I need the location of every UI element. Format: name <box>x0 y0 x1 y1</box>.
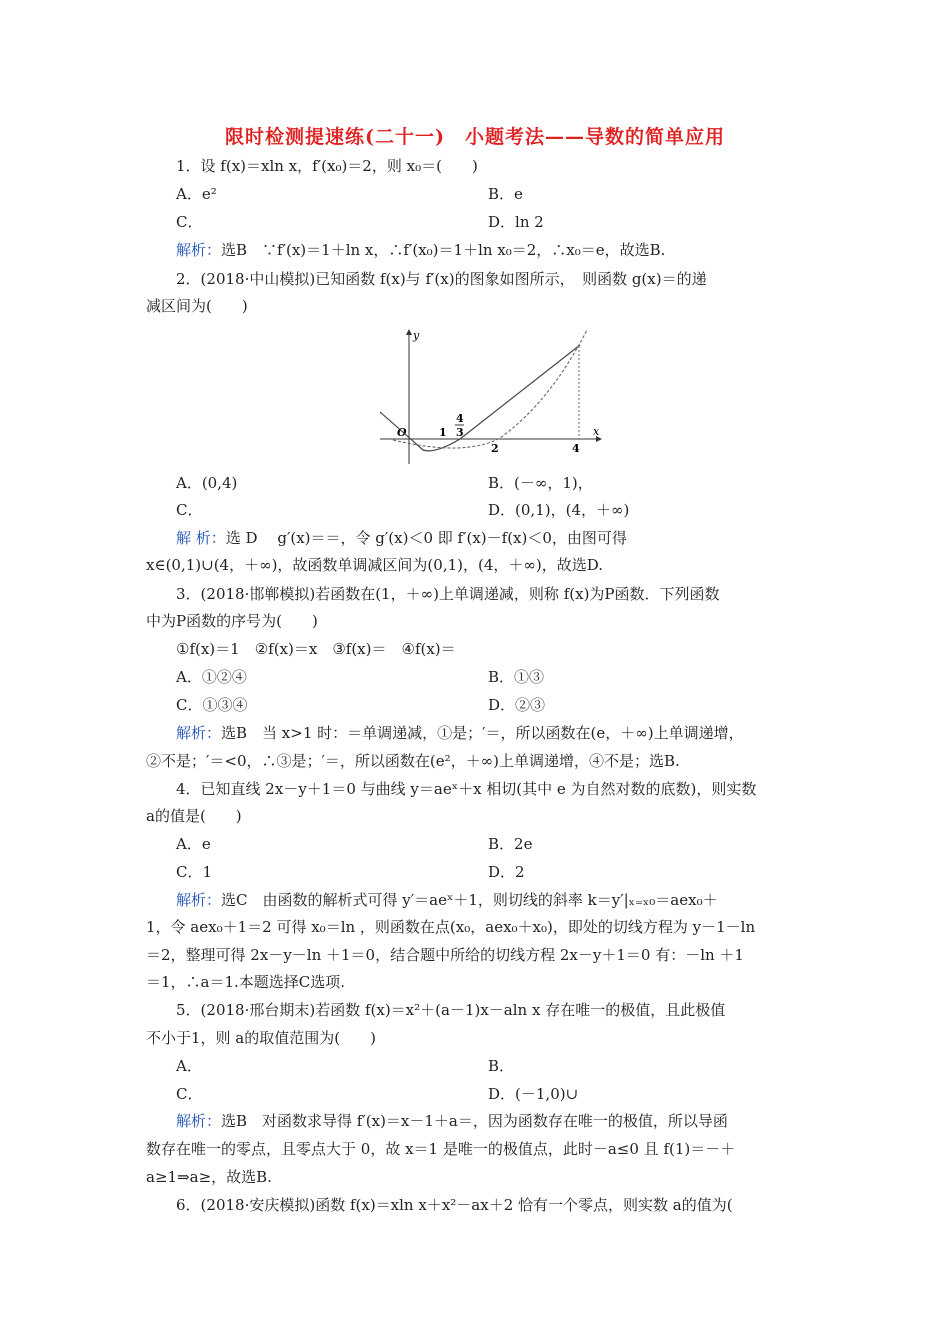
tick-label-4-3-num: 4 <box>456 412 464 425</box>
q1-option-a: A．e² <box>176 185 217 203</box>
q2-option-c: C． <box>176 501 203 519</box>
q4-solution-line3: ＝2，整理可得 2x－y－ln ＋1＝0，结合题中所给的切线方程 2x－y＋1＝0 有：－ln ＋1 <box>146 946 744 964</box>
q1-solution-text: 选B ∵f′(x)＝1＋ln x，∴f′(x₀)＝1＋ln x₀＝2，∴x₀＝e，故选B. <box>221 241 666 259</box>
y-axis-label: y <box>413 329 420 342</box>
q3-stem-line1: 3．(2018·邯郸模拟)若函数在(1，＋∞)上单调递减，则称 f(x)为P函数．下列函数 <box>176 585 720 603</box>
q3-option-a: A．①②④ <box>176 668 247 686</box>
q3-solution-line2: ②不是；′＝<0，∴③是；′＝，所以函数在(e²，＋∞)上单调递增，④不是；选B. <box>146 752 680 770</box>
q5-solution-line2: 数存在唯一的零点，且零点大于 0，故 x＝1 是唯一的极值点，此时－a≤0 且 f(1)＝－＋ <box>146 1140 736 1158</box>
solution-label: 解析： <box>176 241 222 259</box>
solution-label: 解析： <box>176 724 222 742</box>
x-axis-label: x <box>593 425 600 438</box>
q2-function-graph <box>375 322 610 472</box>
q4-solution-line2: 1，令 aex₀＋1＝2 可得 x₀＝ln ，则函数在点(x₀，aex₀＋x₀)，即处的切线方程为 y－1－ln <box>146 918 756 936</box>
page-title: 限时检测提速练(二十一) 小题考法——导数的简单应用 <box>225 126 725 148</box>
q6-stem-line1: 6．(2018·安庆模拟)函数 f(x)＝xln x＋x²－ax＋2 恰有一个零点，则实数 a的值为( <box>176 1196 733 1214</box>
q1-option-c: C． <box>176 213 203 231</box>
q2-option-b: B．(－∞，1)， <box>488 474 593 492</box>
q5-option-c: C． <box>176 1085 203 1103</box>
q2-solution-text: 选 D g′(x)＝＝，令 g′(x)＜0 即 f′(x)－f(x)＜0，由图可得 <box>225 529 627 547</box>
solution-label: 解析： <box>176 891 222 909</box>
curve-f-prime <box>393 330 587 448</box>
q3-solution-text: 选B 当 x>1 时：＝单调递减，①是；′＝，所以函数在(e，＋∞)上单调递增， <box>221 724 744 742</box>
q1-stem: 1．设 f(x)＝xln x，f′(x₀)＝2，则 x₀＝( ) <box>176 157 478 175</box>
q2-solution-line1 <box>176 527 627 549</box>
q3-items: ①f(x)＝1 ②f(x)＝x ③f(x)＝ ④f(x)＝ <box>176 640 456 658</box>
q3-option-d: D．②③ <box>488 696 546 714</box>
q5-stem-line2: 不小于1，则 a的取值范围为( ) <box>146 1029 376 1047</box>
q5-option-d: D．(－1,0)∪ <box>488 1085 579 1103</box>
curve-f <box>380 345 580 451</box>
origin-label: O <box>397 426 407 439</box>
q4-solution-line1 <box>176 889 718 911</box>
q2-option-a: A．(0,4) <box>176 474 238 492</box>
q2-option-d: D．(0,1)，(4，＋∞) <box>488 501 630 519</box>
q5-solution-line3: a≥1⇒a≥，故选B. <box>146 1168 272 1186</box>
q3-option-b: B．①③ <box>488 668 545 686</box>
q1-solution <box>176 239 665 261</box>
q5-solution-line1 <box>176 1110 728 1132</box>
tick-label-2: 2 <box>491 442 499 455</box>
q4-option-d: D．2 <box>488 863 525 881</box>
q5-option-b: B． <box>488 1057 515 1075</box>
q1-option-b: B．e <box>488 185 523 203</box>
q4-stem-line2: a的值是( ) <box>146 807 242 825</box>
q3-solution-line1 <box>176 722 744 744</box>
q5-option-a: A． <box>176 1057 202 1075</box>
q2-stem-line2: 减区间为( ) <box>146 297 248 315</box>
q3-option-c: C．①③④ <box>176 696 248 714</box>
q2-solution-line2: x∈(0,1)∪(4，＋∞)，故函数单调减区间为(0,1)，(4，＋∞)，故选D. <box>146 556 603 574</box>
q1-option-d: D．ln 2 <box>488 213 544 231</box>
q5-solution-text: 选B 对函数求导得 f′(x)＝x－1＋a＝，因为函数存在唯一的极值，所以导函 <box>221 1112 728 1130</box>
q4-solution-line4: ＝1，∴a＝1.本题选择C选项. <box>146 973 346 991</box>
q4-option-c: C．1 <box>176 863 213 881</box>
tick-label-4-3-den: 3 <box>456 426 464 439</box>
solution-label: 解析： <box>176 1112 222 1130</box>
q4-option-b: B．2e <box>488 835 533 853</box>
tick-label-1: 1 <box>439 426 447 439</box>
q4-solution-text: 选C 由函数的解析式可得 y′＝aeˣ＋1，则切线的斜率 k＝y′|ₓ₌ₓ₀＝aex₀＋ <box>221 891 718 909</box>
q4-option-a: A．e <box>176 835 211 853</box>
solution-label: 解 析： <box>176 529 226 547</box>
q2-stem-line1: 2．(2018·中山模拟)已知函数 f(x)与 f′(x)的图象如图所示， 则函数 g(x)＝的递 <box>176 270 707 288</box>
q5-stem-line1: 5．(2018·邢台期末)若函数 f(x)＝x²＋(a－1)x－aln x 存在唯一的极值，且此极值 <box>176 1001 726 1019</box>
tick-label-4: 4 <box>572 442 580 455</box>
q4-stem-line1: 4．已知直线 2x－y＋1＝0 与曲线 y＝aeˣ＋x 相切(其中 e 为自然对数的底数)，则实数 <box>176 780 757 798</box>
q3-stem-line2: 中为P函数的序号为( ) <box>146 612 318 630</box>
